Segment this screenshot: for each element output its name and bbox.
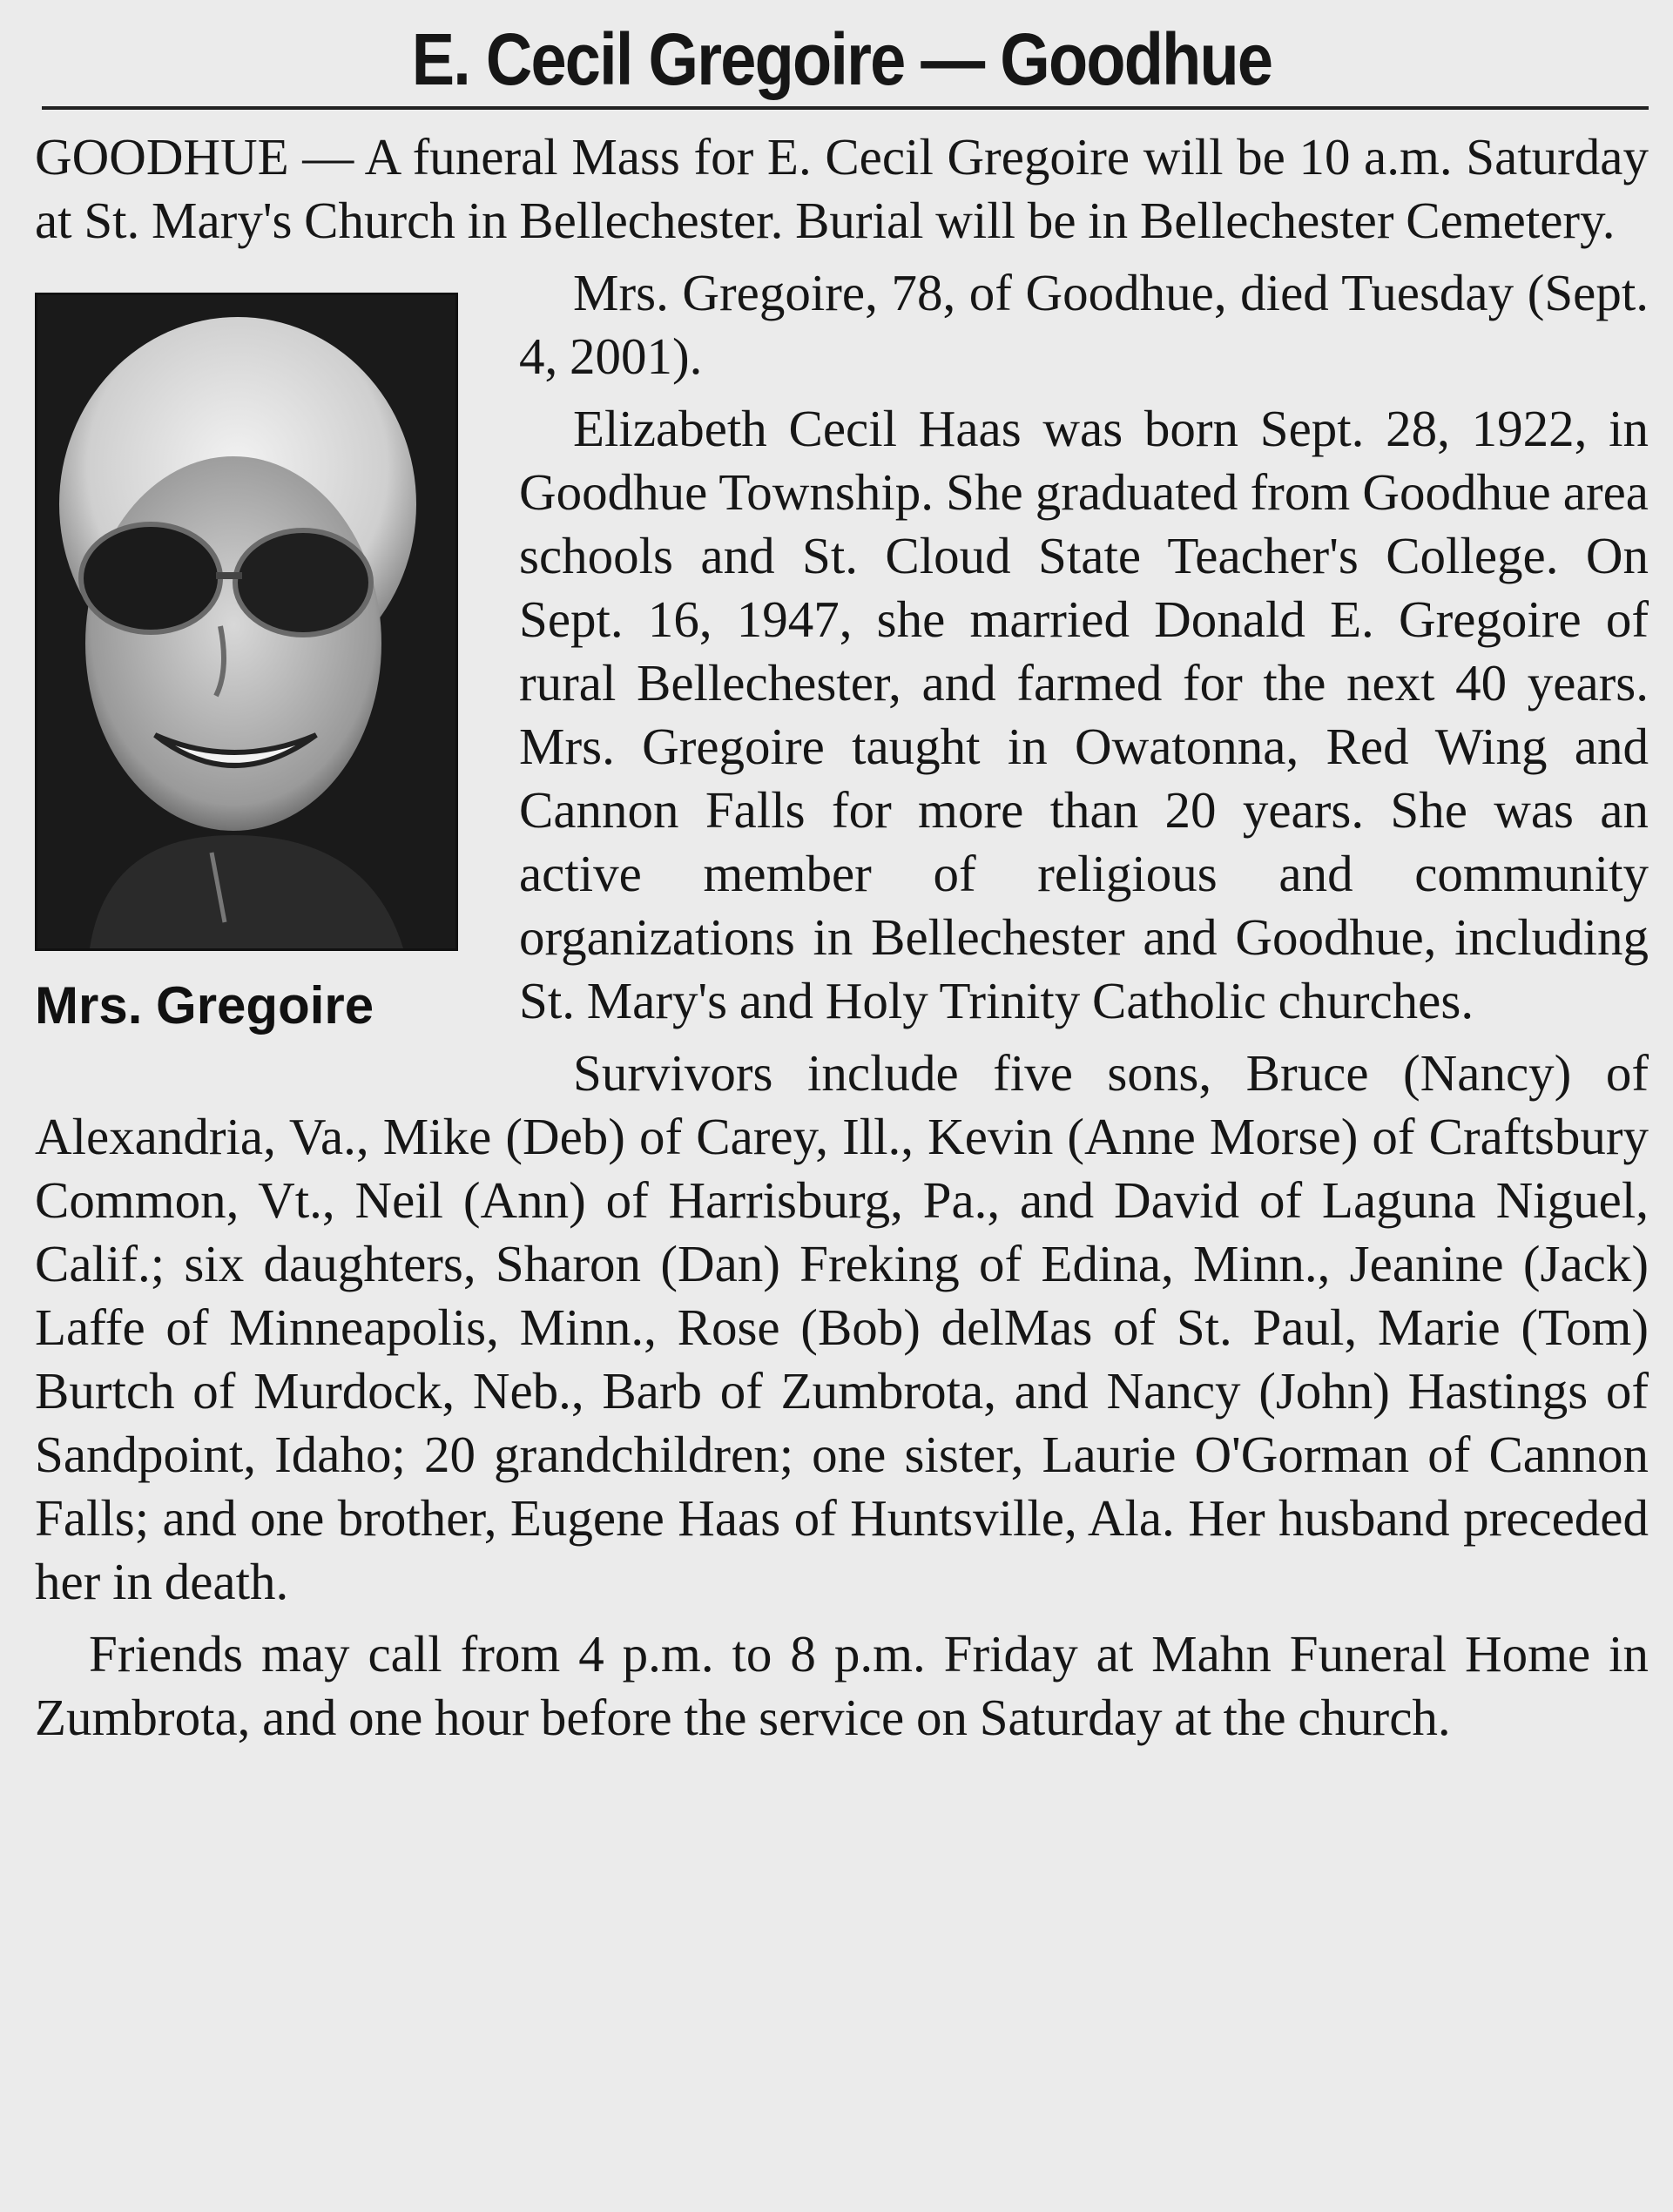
paragraph-intro: GOODHUE — A funeral Mass for E. Cecil Gregoire will be 10 a.m. Saturday at St. Mary's Church in Bellechester. Burial will be in Bellechester Cemetery. — [35, 128, 1649, 249]
paragraph-biography: Elizabeth Cecil Haas was born Sept. 28, 1922, in Goodhue Township. She graduated from Goodhue area schools and St. Cloud State Teacher's College. On Sept. 16, 1947, she married Donald E. Gregoire of rural Bellechester, and farmed for the next 40 years. Mrs. Gregoire taught in Owatonna, Red Wing and Cannon Falls for more than 20 years. She was an active member of religious and community organizations in Bellechester and Goodhue, including St. Mary's and Holy Trinity Catholic churches. — [519, 400, 1649, 1029]
paragraph-death: Mrs. Gregoire, 78, of Goodhue, died Tuesday (Sept. 4, 2001). — [519, 264, 1649, 385]
photo-caption: Mrs. Gregoire — [35, 976, 374, 1035]
article-body — [35, 125, 1649, 1750]
paragraph-visitation: Friends may call from 4 p.m. to 8 p.m. Friday at Mahn Funeral Home in Zumbrota, and one hour before the service on Saturday at the church. — [35, 1625, 1649, 1746]
headline: E. Cecil Gregoire — Goodhue — [411, 18, 1272, 100]
portrait-photo-icon — [35, 293, 458, 951]
headline-rule — [42, 106, 1649, 110]
photo-block — [35, 293, 488, 1036]
paragraph-survivors: Survivors include five sons, Bruce (Nancy) of Alexandria, Va., Mike (Deb) of Carey, Ill., Kevin (Anne Morse) of Craftsbury Common, Vt., Neil (Ann) of Harrisburg, Pa., and David of Laguna Niguel, Calif.; six daughters, Sharon (Dan) Freking of Edina, Minn., Jeanine (Jack) Laffe of Minneapolis, Minn., Rose (Bob) delMas of St. Paul, Marie (Tom) Burtch of Murdock, Neb., Barb of Zumbrota, and Nancy (John) Hastings of Sandpoint, Idaho; 20 grandchildren; one sister, Laurie O'Gorman of Cannon Falls; and one brother, Eugene Haas of Huntsville, Ala. Her husband preceded her in death. — [35, 1044, 1649, 1610]
